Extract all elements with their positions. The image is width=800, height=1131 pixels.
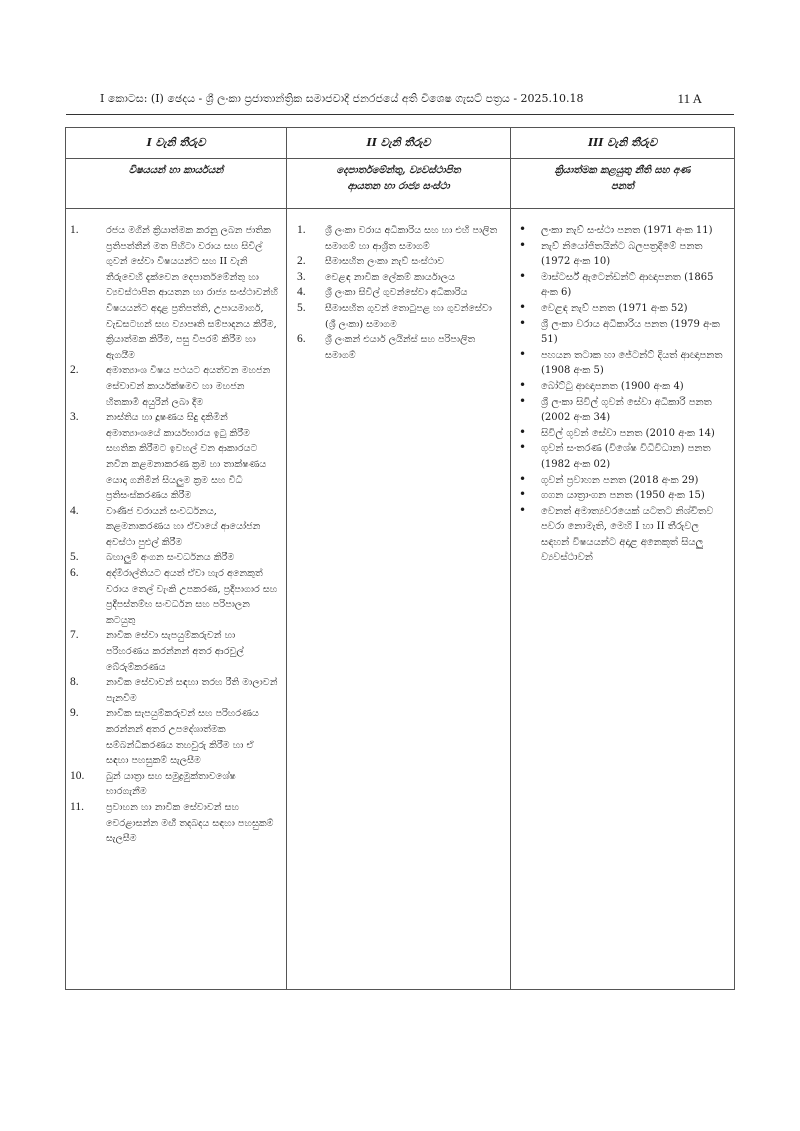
list-item: 1. ශ්‍රී ලංකා වරාය අධිකාරිය සහ හා එහි පාලිත සමාගම් හා ආශ්‍රිත සමාගම් [297, 224, 498, 252]
col3-subtitle-line2: පනත් [610, 181, 634, 192]
page-header [100, 92, 700, 112]
col1-title: I වැනි තීරුව [66, 128, 287, 159]
gazette-header-title: I කොටස: (I) ඡෙදය - ශ්‍රී ලංකා ප්‍රජාතාන්ත්‍රික සමාජවාදී ජනරජයේ අති විශෙෂ ගැසට් පත්‍රය - 2025.10.18 [100, 92, 584, 105]
bullet-icon: • [519, 424, 527, 439]
list-item: 4. වාණිජ වරායන් සංවර්ධනය, කළමනාකරණය හා ඒවායේ ආයෝජන අවස්ථා පුළුල් කිරීම [70, 504, 261, 548]
list-item: 8. නාවික සේවාවන් සඳහා තරහ රීති මාලාවන් පැනවීම [70, 676, 278, 704]
departments-cell [287, 209, 511, 990]
list-item: 7. නාවික සේවා සැපයුම්කරුවන් හා පරිහරණය කරන්නන් අතර ආරවුල් බේරුම්කරණය [70, 629, 244, 673]
col3-subtitle-line1: ක්‍රියාත්මක කළයුතු නීති සහ අණ [554, 165, 691, 176]
bullet-icon: • [519, 222, 527, 236]
bullet-icon: • [519, 487, 527, 502]
list-item: 5. සීමාසහිත ගුවන් තොටුපළ හා ගුවන්සේවා (ශ්‍රී ලංකා) සමාගම [297, 301, 492, 330]
list-item: • ගුවන් සංතරණ (විශේෂ විධිවිධාන) පනත (1982 අංක 02) [519, 440, 711, 470]
col2-subtitle-line1: දෙපාර්තමේන්තු, ව්‍යවස්ථාපිත [336, 165, 461, 176]
col1-subtitle-text: විෂයයන් හා කාර්යයන් [128, 165, 224, 176]
duties-cell [66, 209, 287, 990]
list-item: • සිවිල් ගුවන් සේවා පනත (2010 අංක 14) [519, 424, 715, 439]
col2-subtitle-line2: ආයතන හා රාජ්‍ය සංස්ථා [347, 181, 450, 192]
content-row [66, 209, 735, 990]
list-item: 4. ශ්‍රී ලංකා සිවිල් ගුවන්සේවා අධිකාරිය [297, 286, 468, 299]
col3-subtitle [511, 159, 735, 209]
col2-subtitle [287, 159, 511, 209]
col1-subtitle [66, 159, 287, 209]
list-item: • වෙළඳ නැව් පනත (1971 අංක 52) [519, 299, 688, 314]
list-item: 11. ප්‍රවාහන හා නාවික සේවාවන් සහ වෙරළාසන්න මඟී තදබදය සඳහා පහසුකම් සැලසීම [70, 800, 274, 845]
list-item: 10. බුන් යාත්‍රා සහ සමුද්‍රමුක්තාවශේෂ භාරගැනීම [70, 769, 236, 798]
bullet-icon: • [519, 237, 527, 252]
list-item: 2. අමාත්‍යාංශ විෂය පථයට අයත්වන මහජන සේවාවන් කාර්යක්ෂමව හා මහජන හිතකාමී අයුරින් ලබා දීම [70, 364, 271, 408]
bullet-icon: • [519, 299, 527, 314]
bullet-icon: • [519, 502, 527, 517]
list-item: • ගගන යාත්‍රාංගන පනත (1950 අංක 15) [519, 487, 705, 502]
bullet-icon: • [519, 315, 527, 330]
list-item: • ශ්‍රී ලංකා සිවිල් ගුවන් සේවා අධිකාරි පනත (2002 අංක 34) [519, 393, 712, 424]
list-item: • නැව් නියෝජිතයින්ට බලපත්‍රදීමේ පනත (1972 අංක 10) [519, 237, 703, 268]
list-item: • වෙනත් අමාත්‍යවරයෙක් යටතට නිශ්චිතව පවරා නොමැති, මෙහි I හා II තීරුවල සඳහන් විෂයයන්ට අදාළ අනෙකුත් සියලු ව්‍යවස්ථාවන් [519, 502, 714, 564]
column-title-row [66, 128, 735, 159]
bullet-icon: • [519, 346, 527, 361]
list-item: 1. රජය මගින් ක්‍රියාත්මක කරනු ලබන ජාතික ප්‍රතිපත්තීන් මත පිහිටා වරාය සහ සිවිල් ගුවන් සේවා විෂයයන්ට සහ II වැනි තීරුවෙහි දැක්වෙන දෙපාර්තමේන්තු හා ව්‍යවස්ථාපිත ආයතන හා රාජ්‍ය සංස්ථාවන්හි විෂයයන්ට අදාළ ප්‍රතිපත්ති, උපායමාර්ග, වැඩසටහන් සහ ව්‍යාපෘති සම්පාදනය කිරීම, ක්‍රියාත්මක කිරීම, පසු විපරම් කිරීම හා ඇගයීම [70, 224, 278, 361]
laws-list [511, 223, 734, 566]
col2-title: II වැනි තීරුව [287, 128, 511, 159]
column-subtitle-row [66, 159, 735, 209]
duties-list [66, 223, 286, 847]
list-item: 9. නාවික සැපයුම්කරුවන් සහ පරිහරණය කරන්නන් අතර උපදේශාත්මක සම්බන්ධීකරණය තහවුරු කිරීම හා ඒ සඳහා පහසුකම් සැලසීම [70, 707, 259, 767]
bullet-icon: • [519, 377, 527, 392]
list-item: 5. බහාලුම් අංගන සංවර්ධනය කිරීම [70, 551, 235, 564]
bullet-icon: • [519, 393, 527, 408]
list-item: • බෝට්ටු ආඥාපනත (1900 අංක 4) [519, 377, 684, 392]
list-item: 3. වෙළඳ නාවික ලේකම් කාර්යාලය [297, 270, 455, 283]
page-number: 11 A [677, 91, 702, 106]
list-item: 6. අද්මිරාල්තියට අයත් ඒවා හැර අනෙකුත් වරාය තෙල් වැංකි උපකරණ, ප්‍රදීපාගාර සහ ප්‍රදීපස්තම්භ සංවර්ධන සහ පරිපාලන කටයුතු [70, 567, 278, 626]
assignment-table [65, 127, 735, 990]
list-item: 6. ශ්‍රී ලංකන් එයාර් ලයින්ස් සහ පරිපාලිත සමාගම් [297, 333, 476, 361]
list-item: • ශ්‍රී ලංකා වරාය අධිකාරිය පනත (1979 අංක 51) [519, 315, 720, 346]
col3-title: III වැනි තීරුව [511, 128, 735, 159]
laws-cell [511, 209, 735, 990]
bullet-icon: • [519, 471, 527, 486]
departments-list [287, 223, 510, 363]
list-item: • ලංකා නැව් සංස්ථා පනත (1971 අංක 11) [519, 222, 713, 236]
list-item: 2. සීමාසහිත ලංකා නැව් සංස්ථාව [297, 255, 445, 268]
header-rule [66, 114, 734, 115]
bullet-icon: • [519, 440, 527, 455]
list-item: • ගුවන් ප්‍රවාහන පනත (2018 අංක 29) [519, 471, 699, 486]
list-item: • මාස්ටර්ස් ඇටෙන්ඩන්ට් ආඥාපනත (1865 අංක 6) [519, 268, 714, 299]
list-item: 3. නාස්තිය හා දූෂණය සිදු දකිමින් අමාත්‍යාංශයේ කාර්යභාරය ඉටු කිරීම සහතික කිරීමට ඉවහල් වන ආකාරයට නවීන කළමනාකරණ ක්‍රම හා තාක්ෂණය යොදා ගනිමින් සියලුම ක්‍රම සහ වීධි ප්‍රතිසංස්කරණය කිරීම [70, 411, 267, 502]
bullet-icon: • [519, 268, 527, 283]
list-item: • පහයන තටාක හා ජේටන්ට් දියත් ආඥාපනත (1908 අංක 5) [519, 346, 723, 377]
